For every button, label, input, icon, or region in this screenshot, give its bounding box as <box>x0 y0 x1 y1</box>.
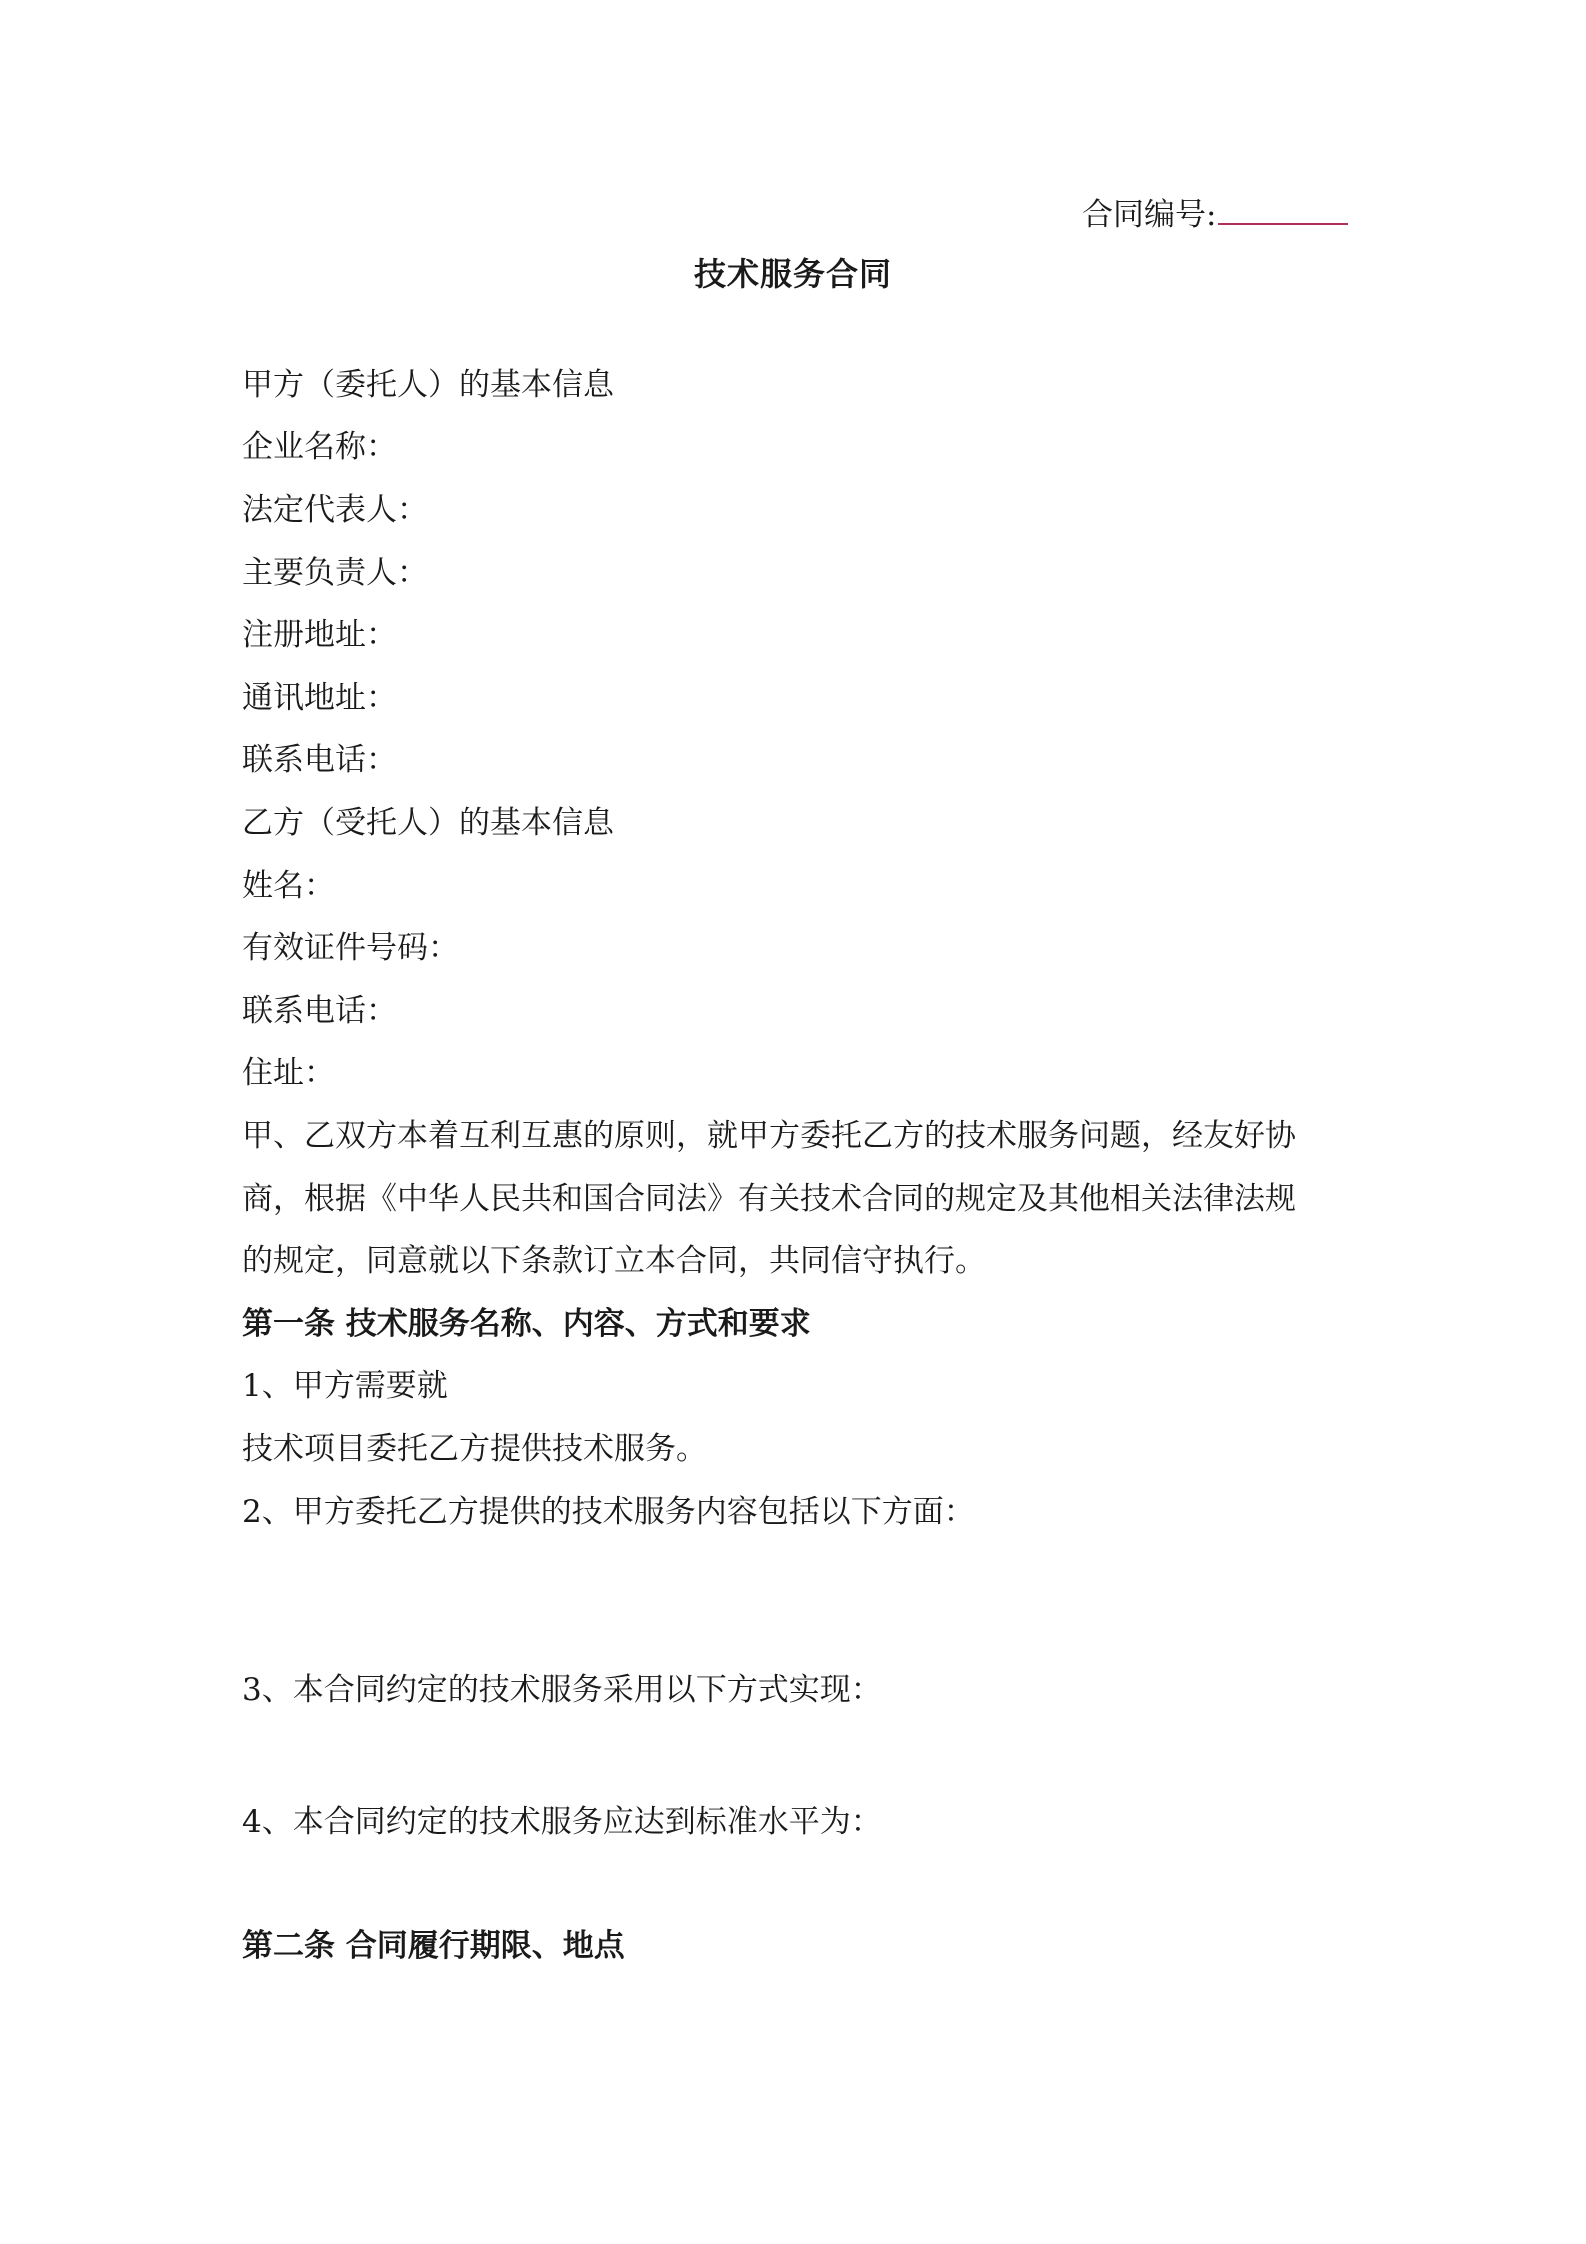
article-1-item-2: 2、甲方委托乙方提供的技术服务内容包括以下方面： <box>242 1494 975 1530</box>
article-1-item-1a: 1、甲方需要就 <box>242 1368 448 1404</box>
article-1-item-1b: 技术项目委托乙方提供技术服务。 <box>242 1431 707 1467</box>
party-b-heading: 乙方（受托人）的基本信息 <box>242 805 614 841</box>
preamble-line-3: 的规定，同意就以下条款订立本合同，共同信守执行。 <box>242 1243 986 1279</box>
party-a-mail-address: 通讯地址： <box>242 680 397 716</box>
party-b-name: 姓名： <box>242 868 335 904</box>
party-a-phone: 联系电话： <box>242 742 397 778</box>
contract-number-field <box>1082 193 1348 237</box>
contract-number-blank <box>1218 193 1348 225</box>
party-a-main-person: 主要负责人： <box>242 555 428 591</box>
party-a-company-name: 企业名称： <box>242 429 397 465</box>
preamble-line-1: 甲、乙双方本着互利互惠的原则，就甲方委托乙方的技术服务问题，经友好协 <box>242 1118 1296 1154</box>
preamble-line-2: 商，根据《中华人民共和国合同法》有关技术合同的规定及其他相关法律法规 <box>242 1181 1296 1217</box>
contract-number-label: 合同编号: <box>1082 197 1217 233</box>
party-b-phone: 联系电话： <box>242 993 397 1029</box>
article-2-heading: 第二条 合同履行期限、地点 <box>242 1928 625 1964</box>
party-b-id-number: 有效证件号码： <box>242 930 459 966</box>
party-a-heading: 甲方（委托人）的基本信息 <box>242 367 614 403</box>
document-title: 技术服务合同 <box>693 255 892 293</box>
party-a-reg-address: 注册地址： <box>242 617 397 653</box>
article-1-heading: 第一条 技术服务名称、内容、方式和要求 <box>242 1306 811 1342</box>
article-1-item-4: 4、本合同约定的技术服务应达到标准水平为： <box>242 1804 882 1840</box>
article-1-item-3: 3、本合同约定的技术服务采用以下方式实现： <box>242 1672 882 1708</box>
party-a-legal-rep: 法定代表人： <box>242 492 428 528</box>
party-b-address: 住址： <box>242 1055 335 1091</box>
